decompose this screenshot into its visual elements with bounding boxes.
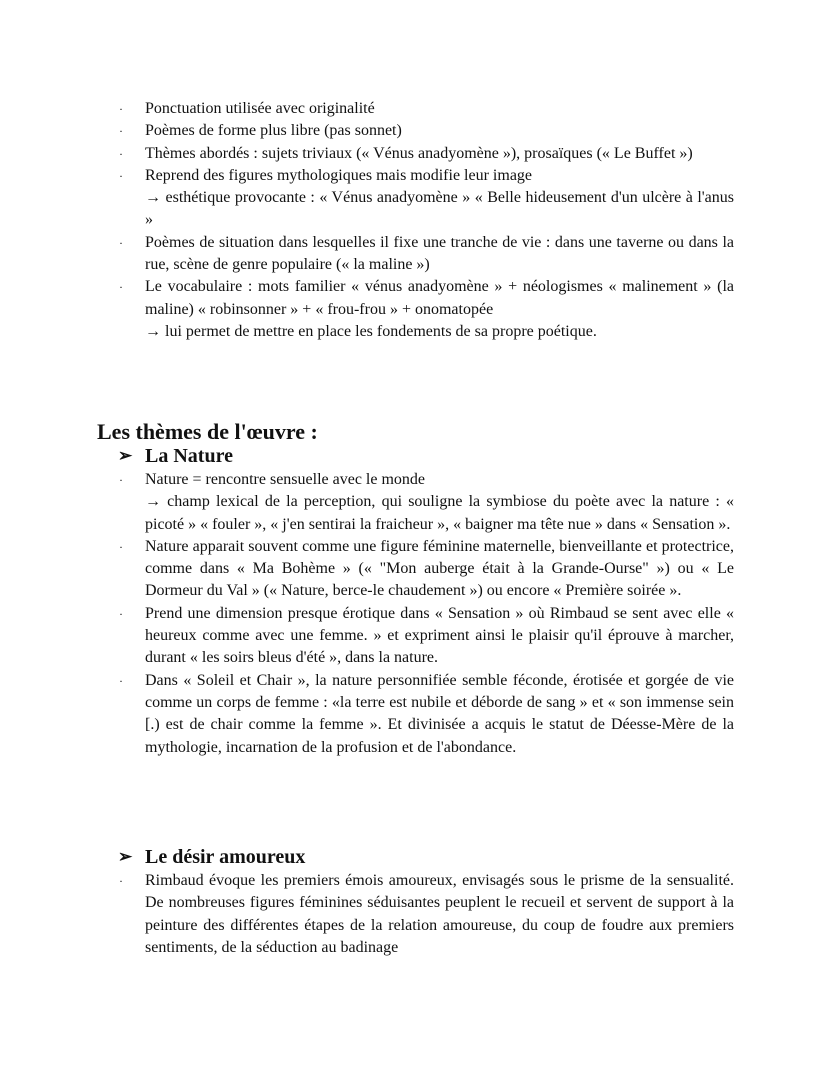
list-item-text: Nature = rencontre sensuelle avec le monde: [145, 471, 426, 488]
bullet-dot-icon: ·: [119, 146, 123, 161]
list-item: [0, 120, 734, 142]
list-item-text: Poèmes de forme plus libre (pas sonnet): [145, 122, 402, 140]
list-item-text: Thèmes abordés : sujets triviaux (« Vénus anadyomène »), prosaïques (« Le Buffet »): [145, 144, 693, 162]
bullet-dot-icon: ·: [119, 606, 123, 621]
heading-text: La Nature: [145, 445, 233, 467]
list-item: [0, 143, 734, 165]
list-item-text: Dans « Soleil et Chair », la nature personnifiée semble féconde, érotisée et gorgée de vie comme un corps de femme : «la terre est nubile et déborde de sang » et « son immense sein [.) est de chair comme la femme ». Et divinisée a acquis le statut de Déesse-Mère de la mythologie, incarnation de la profusion et de l'abondance.: [145, 671, 734, 756]
nature-bullet-list: [0, 469, 828, 759]
list-item-text: → champ lexical de la perception, qui souligne la symbiose du poète avec la nature : « picoté » « fouler », « j'en sentirai la fraicheur », « baigner ma tête nue » dans « Sensation ».: [145, 493, 734, 533]
bullet-dot-icon: ·: [119, 539, 123, 554]
list-item: [0, 98, 734, 120]
list-item-text: Reprend des figures mythologiques mais modifie leur image: [145, 166, 533, 184]
list-item: [0, 536, 734, 603]
intro-bullet-list: [0, 98, 828, 343]
bullet-dot-icon: ·: [119, 124, 123, 139]
intro-section: [0, 98, 828, 343]
list-item-text: → lui permet de mettre en place les fondements de sa propre poétique.: [145, 322, 597, 340]
nature-section: [0, 443, 828, 759]
bullet-dot-icon: ·: [119, 280, 123, 295]
list-item: [0, 670, 734, 759]
list-item-text: Ponctuation utilisée avec originalité: [145, 100, 375, 117]
bullet-dot-icon: ·: [119, 874, 123, 888]
heading-text: Le désir amoureux: [145, 846, 306, 868]
list-item-text: Le vocabulaire : mots familier « vénus anadyomène » + néologismes « malinement » (la maline) « robinsonner » + « frou-frou » + onomatopée: [145, 278, 734, 318]
desire-bullet-list: [0, 870, 828, 959]
list-item-text: Nature apparait souvent comme une figure féminine maternelle, bienveillante et protectrice, comme dans « Ma Bohème » (« "Mon auberge était à la Grande-Ourse" ») ou « Le Dormeur du Val » (« Nature, berce-le chaudement ») ou encore « Première soirée ».: [145, 537, 734, 600]
list-item-text: → esthétique provocante : « Vénus anadyomène » « Belle hideusement d'un ulcère à l'anus »: [145, 189, 734, 229]
desire-section: [0, 844, 828, 959]
bullet-dot-icon: ·: [119, 235, 123, 250]
list-item: [0, 870, 734, 959]
subsection-heading-desire: [0, 844, 828, 870]
list-item-text: Prend une dimension presque érotique dans « Sensation » où Rimbaud se sent avec elle « heureux comme avec une femme. » et expriment ainsi le plaisir qu'il éprouve à marcher, durant « les soirs bleus d'été », dans la nature.: [145, 604, 734, 667]
bullet-dot-icon: ·: [119, 168, 123, 183]
list-item-text: Rimbaud évoque les premiers émois amoureux, envisagés sous le prisme de la sensualité. De nombreuses figures féminines séduisantes peuplent le recueil et servent de support à la peinture des différentes étapes de la relation amoureuse, du coup de foudre aux premiers sentiments, de la séduction au badinage: [145, 872, 734, 956]
list-item: [0, 469, 734, 536]
list-item-text: Poèmes de situation dans lesquelles il fixe une tranche de vie : dans une taverne ou dans la rue, scène de genre populaire (« la maline »): [145, 233, 734, 274]
bullet-dot-icon: ·: [119, 673, 123, 688]
bullet-dot-icon: ·: [119, 102, 123, 116]
subsection-heading-nature: [0, 443, 828, 469]
arrow-bullet-icon: ➢: [118, 446, 133, 465]
list-item: [0, 603, 734, 670]
bullet-dot-icon: ·: [119, 473, 123, 487]
list-item: [0, 165, 734, 232]
list-item: [0, 232, 734, 277]
list-item: [0, 276, 734, 343]
section-title: Les thèmes de l'œuvre :: [97, 419, 318, 444]
arrow-bullet-icon: ➢: [118, 847, 133, 866]
